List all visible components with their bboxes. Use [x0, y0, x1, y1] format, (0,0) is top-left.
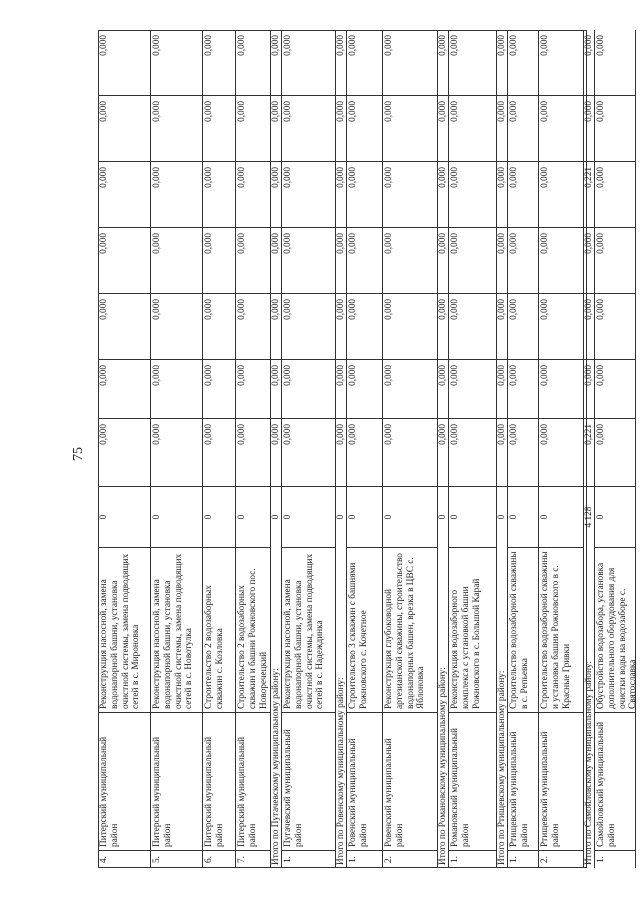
value-cell: 0 — [497, 486, 507, 547]
value-cell: 0,000 — [450, 35, 460, 56]
description-cell: Обустройство водозабора, установка дополнительного оборудования для очистки воды на водозаборе с. Святославка — [595, 547, 635, 712]
value-cell: 0,000 — [384, 35, 394, 56]
value-cell: 0,000 — [236, 418, 270, 486]
value-cell: 0 — [336, 486, 346, 547]
value-cell: 0,000 — [584, 95, 594, 161]
value-cell: 0,000 — [497, 161, 507, 227]
row-number: 4. — [98, 850, 150, 868]
value-cell: 0,000 — [539, 161, 583, 227]
page-number: 75 — [71, 447, 86, 461]
table-row — [595, 30, 639, 868]
value-cell: 0,000 — [271, 293, 281, 359]
total-row — [438, 30, 449, 868]
value-cell: 0,000 — [282, 227, 335, 293]
district-cell: Ровенский муниципальный район — [383, 712, 437, 850]
value-cell: 0,000 — [438, 161, 448, 227]
value-cell: 0 — [347, 486, 382, 547]
value-cell: 0 — [383, 486, 437, 547]
value-cell: 0,000 — [449, 418, 496, 486]
value-cell: 0 — [98, 486, 150, 547]
value-cell: 0,000 — [438, 95, 448, 161]
value-cell: 0,000 — [539, 227, 583, 293]
value-cell: 0,000 — [595, 95, 635, 161]
value-cell: 0,000 — [595, 227, 635, 293]
value-cell: 0,000 — [204, 35, 214, 56]
row-number: 1. — [282, 850, 335, 868]
value-cell: 0,000 — [383, 161, 437, 227]
value-cell: 0,000 — [584, 227, 594, 293]
value-cell: 0,000 — [449, 161, 496, 227]
value-cell: 0,000 — [98, 293, 150, 359]
value-cell: 0 — [151, 486, 202, 547]
row-number: 5. — [151, 850, 202, 868]
value-cell: 0,000 — [283, 35, 293, 56]
value-cell: 0,000 — [438, 293, 448, 359]
value-cell: 0 — [236, 486, 270, 547]
value-cell: 0,000 — [383, 293, 437, 359]
value-cell: 0,000 — [449, 227, 496, 293]
row-number: 2. — [383, 850, 437, 868]
value-cell: 0,000 — [383, 418, 437, 486]
table-row — [508, 30, 539, 868]
value-cell: 0 — [449, 486, 496, 547]
value-cell: 0,000 — [151, 293, 202, 359]
description-cell: Реконструкция водозаборного комплекса с установкой башни Рожновского в с. Большой Карай — [449, 547, 496, 712]
district-cell: Питерский муниципальный район — [98, 712, 150, 850]
value-cell: 0,000 — [497, 35, 507, 56]
description-cell: Реконструкция глубоководной артезианской скважины, строительство водонапорных башен, врезка в ЦВС с. Яблоновка — [383, 547, 437, 712]
value-cell: 0,000 — [152, 35, 162, 56]
table-row — [236, 30, 271, 868]
value-cell: 0,000 — [282, 95, 335, 161]
total-row — [271, 30, 282, 868]
description-cell: Реконструкция насосной, замена водонапорной башни, установка очистной системы, замена подводящих сетей в с. Мироновка — [98, 547, 150, 712]
value-cell: 0 — [282, 486, 335, 547]
value-cell: 0,000 — [203, 359, 235, 418]
value-cell: 0,000 — [151, 359, 202, 418]
value-cell: 0,221 — [584, 161, 594, 227]
value-cell: 0,000 — [203, 95, 235, 161]
value-cell: 0,000 — [203, 293, 235, 359]
value-cell: 0,000 — [497, 418, 507, 486]
row-number: 1. — [347, 850, 382, 868]
value-cell: 0,000 — [508, 95, 538, 161]
investment-table — [98, 30, 639, 868]
table-row — [151, 30, 203, 868]
value-cell: 0,000 — [336, 418, 346, 486]
value-cell: 0,000 — [271, 227, 281, 293]
value-cell: 0,000 — [584, 35, 594, 56]
value-cell: 0,000 — [449, 293, 496, 359]
value-cell: 0,000 — [99, 35, 109, 56]
value-cell: 0,000 — [151, 418, 202, 486]
total-label: Итого по Романовскому муниципальному району: — [438, 667, 448, 865]
district-cell: Питерский муниципальный район — [151, 712, 202, 850]
value-cell: 0,000 — [383, 359, 437, 418]
total-row — [497, 30, 508, 868]
value-cell: 0,000 — [282, 359, 335, 418]
value-cell: 0 — [539, 486, 583, 547]
value-cell: 0,000 — [203, 227, 235, 293]
value-cell: 0,000 — [98, 161, 150, 227]
value-cell: 0,221 — [584, 418, 594, 486]
district-cell: Романовский муниципальный район — [449, 712, 496, 850]
row-number: 1. — [595, 850, 635, 868]
district-cell: Ртищевский муниципальный район — [539, 712, 583, 850]
value-cell: 0 — [438, 486, 448, 547]
value-cell: 0,000 — [271, 161, 281, 227]
row-number: 1. — [449, 850, 496, 868]
value-cell: 0,000 — [509, 35, 519, 56]
table-row — [203, 30, 236, 868]
value-cell: 0,000 — [383, 227, 437, 293]
value-cell: 0,000 — [271, 418, 281, 486]
total-label: Итого по Пугачевскому муниципальному району: — [271, 668, 281, 865]
value-cell: 0,000 — [336, 95, 346, 161]
total-label: Итого по Ровенскому муниципальному району: — [336, 677, 346, 865]
table-row — [282, 30, 336, 868]
value-cell: 0,000 — [539, 359, 583, 418]
value-cell: 0,000 — [584, 359, 594, 418]
value-cell: 0,000 — [236, 95, 270, 161]
table-row — [539, 30, 584, 868]
value-cell: 0,000 — [271, 95, 281, 161]
value-cell: 0,000 — [539, 418, 583, 486]
value-cell: 0,000 — [347, 95, 382, 161]
row-number: 2. — [539, 850, 583, 868]
description-cell: Реконструкция насосной, замена водонапорной башни, установка очистной системы, замена подводящих сетей в с. Новотулка — [151, 547, 202, 712]
row-number: 1. — [508, 850, 538, 868]
value-cell: 0,000 — [347, 359, 382, 418]
value-cell: 0,000 — [438, 35, 448, 56]
district-cell: Ртищевский муниципальный район — [508, 712, 538, 850]
value-cell: 0,000 — [98, 359, 150, 418]
description-cell: Строительство водозаборной скважины и установка башни Рожновского в с. Красные Гривки — [539, 547, 583, 712]
value-cell: 0,000 — [347, 227, 382, 293]
value-cell: 0,000 — [347, 161, 382, 227]
value-cell: 0,000 — [348, 35, 358, 56]
value-cell: 0,000 — [282, 293, 335, 359]
value-cell: 0,000 — [497, 293, 507, 359]
description-cell: Строительство 2 водозаборных скважин с. Козловка — [203, 547, 235, 712]
total-label: Итого по Ртищевскому муниципальному району: — [497, 670, 507, 865]
value-cell: 0,000 — [595, 359, 635, 418]
value-cell: 0,000 — [497, 95, 507, 161]
value-cell: 0,000 — [449, 359, 496, 418]
value-cell: 0,000 — [508, 161, 538, 227]
value-cell: 0 — [508, 486, 538, 547]
district-cell: Пугачевский муниципальный район — [282, 712, 335, 850]
value-cell: 0,000 — [151, 95, 202, 161]
value-cell: 0,000 — [508, 359, 538, 418]
value-cell: 0,000 — [236, 161, 270, 227]
value-cell: 0,000 — [282, 161, 335, 227]
value-cell: 0,000 — [336, 35, 346, 56]
value-cell: 0,000 — [508, 293, 538, 359]
value-cell: 0,000 — [336, 161, 346, 227]
table-row — [98, 30, 151, 868]
district-cell: Питерский муниципальный район — [236, 712, 270, 850]
district-cell: Ровенский муниципальный район — [347, 712, 382, 850]
value-cell: 0,000 — [271, 35, 281, 56]
value-cell: 0,000 — [438, 227, 448, 293]
value-cell: 0,000 — [282, 418, 335, 486]
total-row — [336, 30, 347, 868]
total-label: Итого по Самойловскому муниципальному району: — [584, 660, 594, 865]
table-row — [347, 30, 383, 868]
value-cell: 0,000 — [497, 359, 507, 418]
value-cell: 0,000 — [539, 293, 583, 359]
value-cell: 0,000 — [595, 293, 635, 359]
value-cell: 0,000 — [540, 35, 550, 56]
value-cell: 0,000 — [383, 95, 437, 161]
value-cell: 0,000 — [336, 359, 346, 418]
table-row — [449, 30, 497, 868]
value-cell: 0,000 — [236, 293, 270, 359]
value-cell: 0,000 — [596, 35, 606, 56]
row-number: 6. — [203, 850, 235, 868]
district-cell: Питерский муниципальный район — [203, 712, 235, 850]
value-cell: 0,000 — [98, 418, 150, 486]
value-cell: 0,000 — [236, 227, 270, 293]
value-cell: 0,000 — [237, 35, 247, 56]
value-cell: 0,000 — [508, 418, 538, 486]
value-cell: 0,000 — [595, 161, 635, 227]
value-cell: 0,000 — [584, 293, 594, 359]
value-cell: 0,000 — [347, 418, 382, 486]
value-cell: 0,000 — [539, 95, 583, 161]
value-cell: 0,000 — [336, 227, 346, 293]
total-row — [584, 30, 595, 868]
value-cell: 0,000 — [98, 95, 150, 161]
value-cell: 0,000 — [203, 418, 235, 486]
table-row — [383, 30, 438, 868]
row-number: 7. — [236, 850, 270, 868]
value-cell: 0,000 — [497, 227, 507, 293]
description-cell: Строительство 3 скважин с башнями Рожновского с. Кочетное — [347, 547, 382, 712]
description-cell: Строительство 2 водозаборных скважин и башни Рожновского пос. Новоречецкий — [236, 547, 270, 712]
value-cell: 0 — [595, 486, 635, 547]
value-cell: 0 — [271, 486, 281, 547]
value-cell: 0,000 — [203, 161, 235, 227]
description-cell: Строительство водозаборной скважины в с. Репьевка — [508, 547, 538, 712]
value-cell: 0,000 — [438, 359, 448, 418]
value-cell: 0 — [203, 486, 235, 547]
value-cell: 0,000 — [438, 418, 448, 486]
table-body — [98, 30, 639, 868]
value-cell: 0,000 — [336, 293, 346, 359]
value-cell: 0,000 — [151, 161, 202, 227]
value-cell: 0,000 — [595, 418, 635, 486]
value-cell: 0,000 — [347, 293, 382, 359]
value-cell: 0,000 — [236, 359, 270, 418]
value-cell: 0,000 — [151, 227, 202, 293]
value-cell: 0,000 — [508, 227, 538, 293]
value-cell: 0,000 — [271, 359, 281, 418]
value-cell: 0,000 — [449, 95, 496, 161]
value-cell: 4 128 — [584, 486, 594, 547]
district-cell: Самойловский муниципальный район — [595, 712, 635, 850]
description-cell: Реконструкция насосной, замена водонапорной башни, установка очистной системы, замена подводящих сетей в с. Надеждинка — [282, 547, 335, 712]
value-cell: 0,000 — [98, 227, 150, 293]
